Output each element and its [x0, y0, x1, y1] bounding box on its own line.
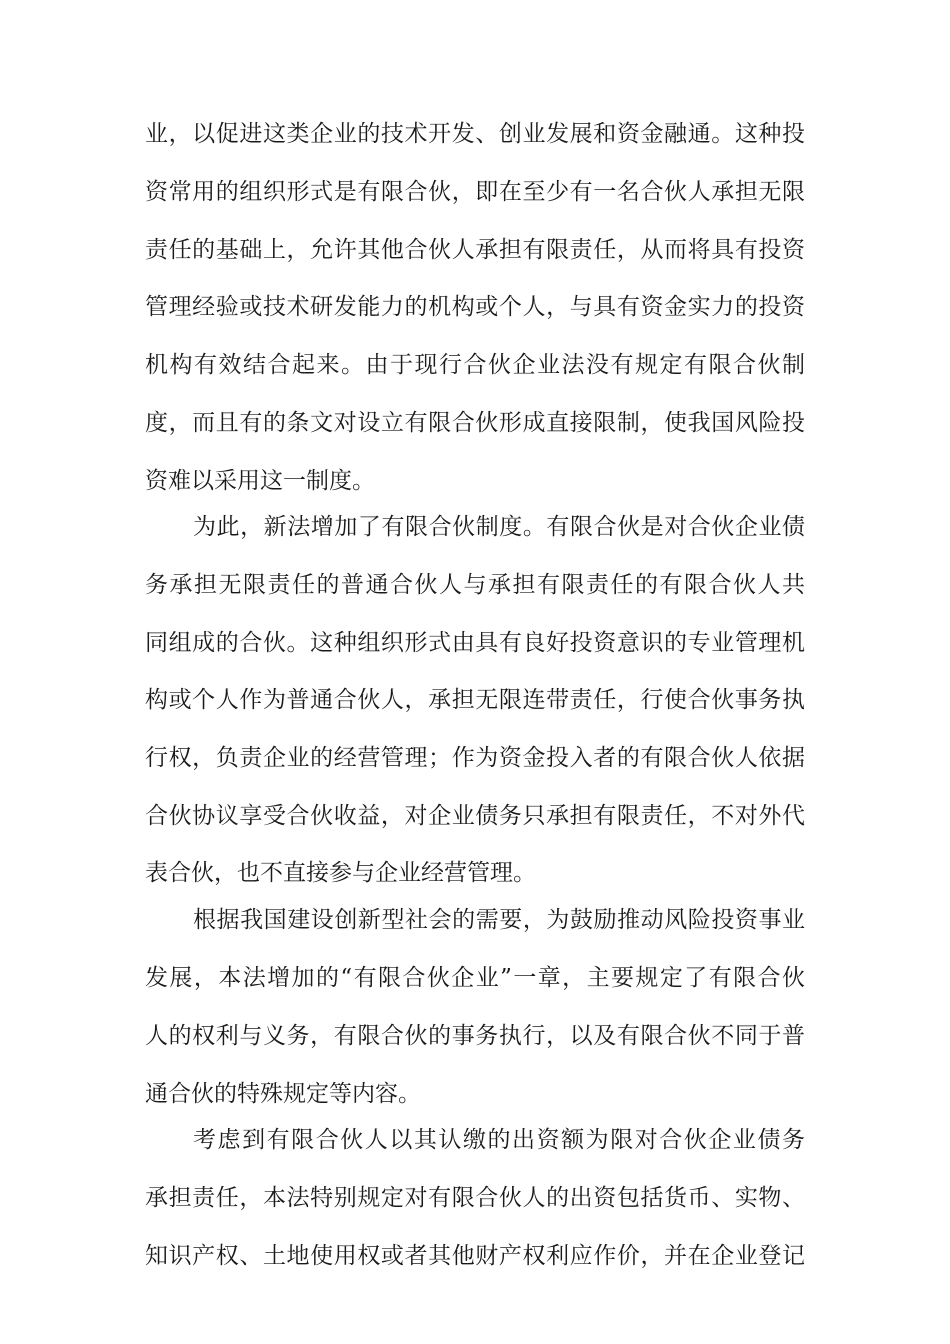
text-line: 机构有效结合起来。由于现行合伙企业法没有规定有限合伙制 [145, 352, 805, 378]
text-line: 责任的基础上，允许其他合伙人承担有限责任，从而将具有投资 [145, 237, 805, 263]
text-line: 通合伙的特殊规定等内容。 [145, 1081, 421, 1107]
text-line: 务承担无限责任的普通合伙人与承担有限责任的有限合伙人共 [145, 572, 805, 598]
text-line: 根据我国建设创新型社会的需要，为鼓励推动风险投资事业 [193, 907, 805, 933]
text-line: 行权，负责企业的经营管理；作为资金投入者的有限合伙人依据 [145, 745, 805, 771]
text-line: 承担责任，本法特别规定对有限合伙人的出资包括货币、实物、 [145, 1185, 805, 1211]
text-line: 表合伙，也不直接参与企业经营管理。 [145, 860, 536, 886]
text-line: 构或个人作为普通合伙人，承担无限连带责任，行使合伙事务执 [145, 687, 805, 713]
text-line: 业，以促进这类企业的技术开发、创业发展和资金融通。这种投 [145, 121, 805, 147]
text-line: 为此，新法增加了有限合伙制度。有限合伙是对合伙企业债 [193, 514, 805, 540]
text-line: 发展，本法增加的“有限合伙企业”一章，主要规定了有限合伙 [145, 965, 805, 991]
text-line: 资难以采用这一制度。 [145, 468, 375, 494]
text-line: 同组成的合伙。这种组织形式由具有良好投资意识的专业管理机 [145, 630, 805, 656]
text-line: 人的权利与义务，有限合伙的事务执行，以及有限合伙不同于普 [145, 1023, 805, 1049]
text-line: 资常用的组织形式是有限合伙，即在至少有一名合伙人承担无限 [145, 179, 805, 205]
text-line: 考虑到有限合伙人以其认缴的出资额为限对合伙企业债务 [193, 1127, 805, 1153]
text-line: 合伙协议享受合伙收益，对企业债务只承担有限责任，不对外代 [145, 803, 805, 829]
text-line: 管理经验或技术研发能力的机构或个人，与具有资金实力的投资 [145, 294, 805, 320]
text-line: 度，而且有的条文对设立有限合伙形成直接限制，使我国风险投 [145, 410, 805, 436]
text-line: 知识产权、土地使用权或者其他财产权利应作价，并在企业登记 [145, 1243, 805, 1269]
